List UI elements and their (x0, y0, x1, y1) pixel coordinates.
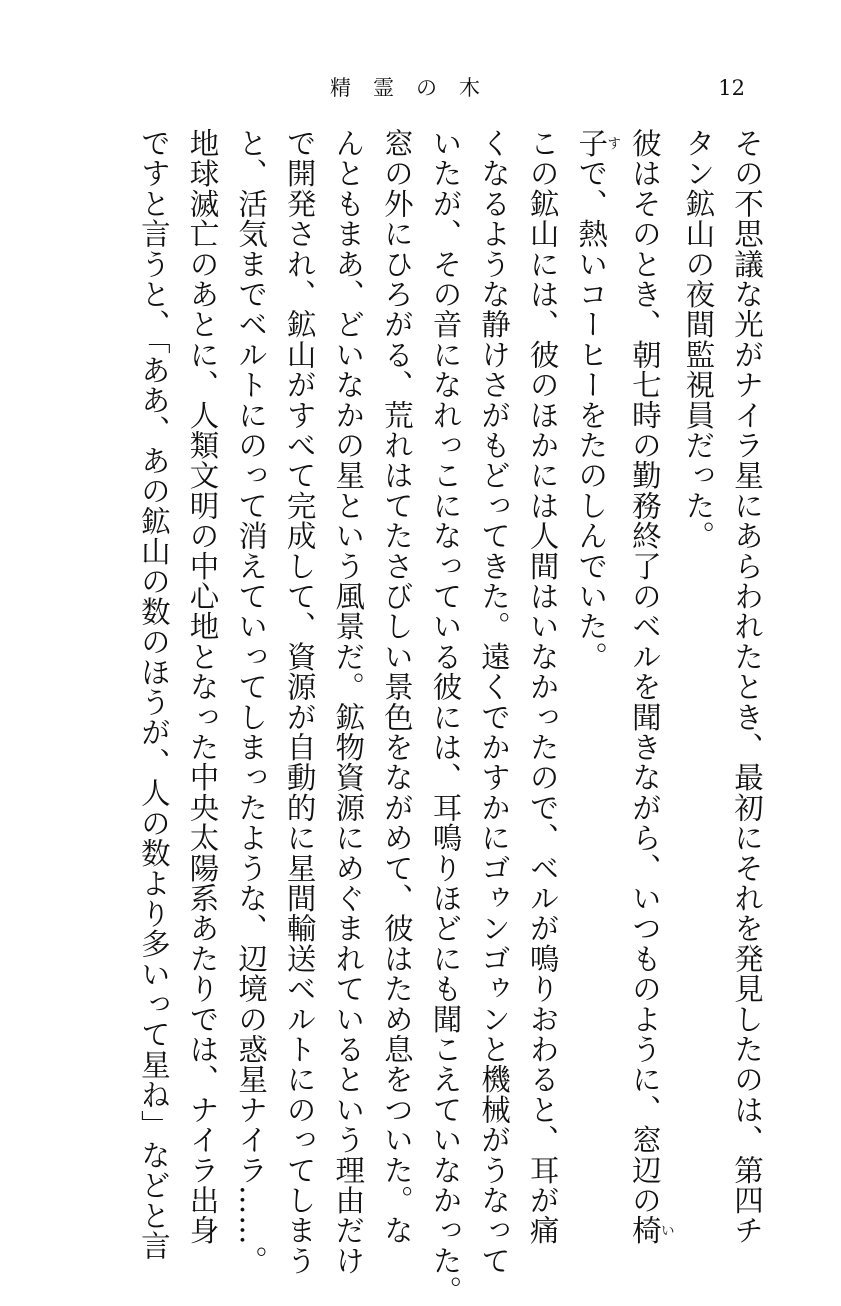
ruby-base: 子 (574, 128, 609, 159)
text-line-2: タン鉱山の夜間監視員だった。 (681, 128, 716, 551)
text-line-3 (620, 128, 675, 1246)
running-head-title: 精霊の木 (330, 76, 502, 100)
line-4-text: で、熱いコーヒーをたのしんでいた。 (574, 158, 609, 672)
text-line-9: んともまあ、どいなかの星という風景だ。鉱物資源にめぐまれているという理由だけ (331, 128, 366, 1276)
page-number: 12 (718, 76, 745, 100)
text-line-10: で開発され、鉱山がすべて完成して、資源が自動的に星間輸送ベルトにのってしまう (282, 128, 317, 1276)
text-line-7: いたが、その音になれっこになっている彼には、耳鳴りほどにも聞こえていなかった。 (428, 128, 463, 1306)
ruby-annotation (627, 1215, 675, 1246)
text-line-13: ですと言うと、「ああ、あの鉱山の数のほうが、人の数より多いって星ね」などと言 (136, 128, 171, 1261)
text-line-8: 窓の外にひろがる、荒れはてたさびしい景色をながめて、彼はため息をついた。な (379, 128, 414, 1246)
text-line-11: と、活気までベルトにのって消えていってしまったような、辺境の惑星ナイラ……。 (234, 128, 269, 1276)
ruby-annotation (574, 128, 622, 159)
text-line-1: その不思議な光がナイラ星にあらわれたとき、最初にそれを発見したのは、第四チ (730, 128, 764, 1246)
furigana: す (605, 128, 622, 159)
text-line-4 (567, 128, 621, 1138)
text-line-12: 地球滅亡のあとに、人類文明の中心地となった中央太陽系あたりでは、ナイラ出身 (185, 128, 220, 1246)
text-line-6: くなるような静けさがもどってきた。遠くでかすかにゴゥンゴゥンと機械がうなって (477, 128, 512, 1276)
text-line-5: この鉱山には、彼のほかには人間はいなかったので、ベルが鳴りおわると、耳が痛 (525, 128, 560, 1246)
line-3-text: 彼はそのとき、朝七時の勤務終了のベルを聞きながら、いつものように、窓辺の (627, 128, 662, 1216)
vertical-body-text (129, 128, 771, 1306)
furigana: い (658, 1215, 675, 1246)
ruby-base: 椅 (627, 1215, 662, 1246)
